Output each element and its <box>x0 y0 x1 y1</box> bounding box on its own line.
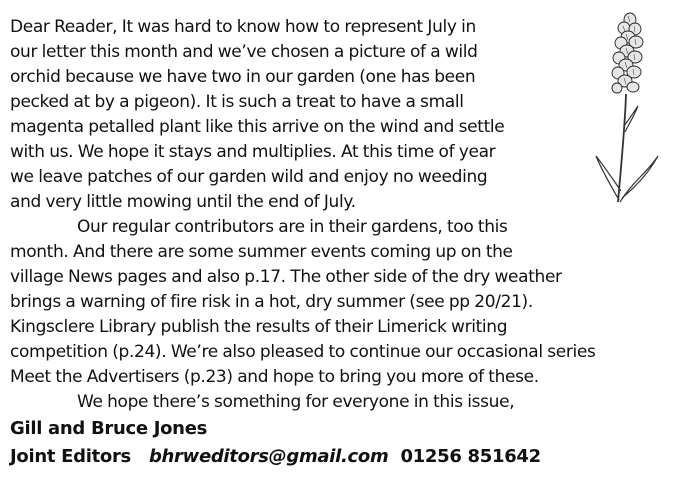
letter-line: we leave patches of our garden wild and enjoy no weeding <box>10 167 488 187</box>
editor-email-link[interactable]: bhrweditors@gmail.com <box>148 446 389 467</box>
signature-contact <box>10 446 541 467</box>
letter-line: and very little mowing until the end of July. <box>10 192 356 212</box>
editor-phone: 01256 851642 <box>400 446 541 467</box>
letter-line: village News pages and also p.17. The other side of the dry weather <box>10 267 562 287</box>
signature-names <box>10 418 207 439</box>
letter-line: orchid because we have two in our garden (one has been <box>10 67 476 87</box>
letter-line: Kingsclere Library publish the results of their Limerick writing <box>10 317 508 337</box>
letter-line: Dear Reader, It was hard to know how to represent July in <box>10 17 476 37</box>
letter-line: Meet the Advertisers (p.23) and hope to bring you more of these. <box>10 367 539 387</box>
letter-line: with us. We hope it stays and multiplies. At this time of year <box>10 142 496 162</box>
letter-line: Our regular contributors are in their gardens, too this <box>77 217 508 237</box>
letter-line: We hope there’s something for everyone in this issue, <box>77 392 515 412</box>
letter-line: pecked at by a pigeon). It is such a treat to have a small <box>10 92 464 112</box>
letter-line: brings a warning of fire risk in a hot, dry summer (see pp 20/21). <box>10 292 533 312</box>
letter-line: month. And there are some summer events coming up on the <box>10 242 513 262</box>
editor-names: Gill and Bruce Jones <box>10 418 208 439</box>
editor-role: Joint Editors <box>10 446 131 467</box>
letter-line: magenta petalled plant like this arrive on the wind and settle <box>10 117 505 137</box>
orchid-icon <box>588 6 668 206</box>
letter-line: competition (p.24). We’re also pleased to continue our occasional series <box>10 342 596 362</box>
letter-line: our letter this month and we’ve chosen a picture of a wild <box>10 42 478 62</box>
